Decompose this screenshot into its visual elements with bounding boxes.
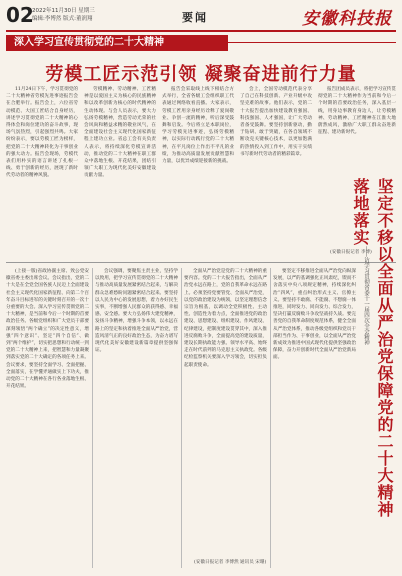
top-article-column-1: 11月24日下午，学习贯彻党的二十大精神省劳模先进事迹报告会在合肥举行。报告会上，六位省劳动模范、大国工匠结合自身经历，讲述学习贯彻党的二十大精神的心得体会和岗位建功的奋斗故事，现场气氛热烈，引起强烈共鸣。大家纷纷表示，要以劳模工匠为榜样，把党的二十大精神转化为干事创业的强大动力。报告会现场，劳模代表们用朴实的语言讲述了扎根一线、勇于创新的经历，展现了新时代劳动者的精神风貌。: [6, 87, 78, 179]
column-rule: [92, 268, 93, 568]
masthead-logo: 安徽科技报: [302, 9, 392, 29]
bottom-article-column-2: 会议强调，要聚焦主责主业，坚持学以致用，把学习宣传贯彻党的二十大精神与推动高质量发展紧密结合起来，与解决群众急难愁盼问题紧密结合起来。要坚持以人民为中心的发展思想，着力办好民生实事，不断增强人民群众的获得感、幸福感、安全感。要大力弘扬伟大建党精神，发扬斗争精神，增强斗争本领，以永远在路上的坚定和执着推进全面从严治党，营造风清气正的良好政治生态，为奋力谱写现代化美好安徽建设新篇章提供坚强保证。: [95, 269, 178, 354]
banner-rule: [228, 42, 396, 43]
bottom-article-column-3: 全面从严治党是党的二十大精神的重要内容。党的二十大报告指出，全面从严治党永远在路上，党的自我革命永远在路上。必须坚持党要管党、全面从严治党，以党的政治建设为统领，以坚定理想信念宗旨为根基，以调动全党积极性、主动性、创造性为着力点，全面推进党的政治建设、思想建设、组织建设、作风建设、纪律建设，把制度建设贯穿其中，深入推进反腐败斗争，全面提高党的建设质量，建设长期执政能力强、领导水平高、始终走在时代前列的马克思主义执政党。各级纪检监察机关要深入学习领会，切实担负起职责使命。: [184, 269, 267, 368]
top-article-column-2: 劳模精神、劳动精神、工匠精神是以爱国主义为核心的民族精神和以改革创新为核心的时代精神的生动体现。与会人员表示，要大力弘扬劳模精神，营造劳动光荣的社会风尚和精益求精的敬业风气，在全面建设社会主义现代化国家新征程上建功立业。省总工会有关负责人表示，将持续深化劳模宣讲活动，推动党的二十大精神在职工群众中落地生根、开花结果，团结引领广大职工为现代化美好安徽建设贡献力量。: [84, 87, 156, 179]
editor-line: 编辑:李博然 版式:董润翔: [32, 16, 93, 22]
top-article-byline: (安徽日报记者 李博): [330, 250, 372, 255]
side-headline: 坚定不移以全面从严治党保障党的二十大精神落地落实: [351, 178, 394, 518]
column-rule: [181, 268, 182, 568]
top-article-column-3: 报告会采取线上线下相结合方式举行，全省各级工会组织职工代表通过网络收看直播。大家表示，劳模工匠用亲身经历诠释了爱岗敬业、争创一流的精神，听后深受鼓舞和启发。今后将立足本职岗位，学习劳模先进事迹，弘扬劳模精神，以实际行动践行党的二十大精神，在平凡岗位上作出不平凡的业绩，为推动高质量发展贡献智慧和力量，以优异成绩迎接新的挑战。: [162, 87, 234, 165]
column-rule: [270, 268, 271, 568]
top-article-column-5: 报告团成员表示，将把学习宣传贯彻党的二十大精神作为当前和今后一个时期的首要政治任务，深入基层一线，用身边事教育身边人，让劳模精神、劳动精神、工匠精神在江淮大地蔚然成风，激励广大职工群众奋进新征程、建功新时代。: [318, 87, 396, 136]
bottom-article-column-4: 要坚定不移推进全面从严治党向纵深发展，以严的基调强化正风肃纪，锲而不舍落实中央八项规定精神，持续深化纠治“四风”，重点纠治形式主义、官僚主义。要坚持不敢腐、不能腐、不想腐一体推进，同时发力、同向发力、综合发力，坚决打赢反腐败斗争攻坚战持久战。要完善党的自我革命制度规范体系，健全全面从严治党体系，推动各级党组织和党员干部担当作为、干事创业，以全面从严治党新成效为推进中国式现代化提供坚强政治保障，奋力开创新时代全面从严治党新局面。: [273, 269, 356, 361]
top-article-column-4: 会上，全国劳动模范代表分享了自己在科技创新、产业升级中攻坚克难的故事。他们表示，党的二十大报告提出加快建设教育强国、科技强国、人才强国，让广大劳动者备受鼓舞。要坚持创新驱动，勤于钻研、敢于突破，在各自领域不断攻克关键核心技术，以更加饱满的热情投入到工作中，用实干实绩书写新时代劳动者的精彩篇章。: [240, 87, 312, 157]
article-headline: 劳模工匠示范引领 凝聚奋进前行力量: [45, 64, 357, 85]
side-subheadline: ——访学习贯彻省委十一届四次全会精神: [363, 246, 369, 345]
header-rule: [6, 30, 396, 32]
page-info: [32, 7, 95, 23]
bottom-article-column-1: (上接一版)省政协副主席、致公党安徽省委主委出席会议。会议指出，党的二十大是在全党全国各族人民迈上全面建设社会主义现代化国家新征程、向第二个百年奋斗目标进军的关键时刻召开的一次十分重要的大会。深入学习宣传贯彻党的二十大精神，是当前和今后一个时期的首要政治任务。各级党组织和广大党员干部要深刻领悟“两个确立”的决定性意义，增强“四个意识”、坚定“四个自信”、做到“两个维护”，切实把思想和行动统一到党的二十大精神上来，把智慧和力量凝聚到落实党的二十大确定的各项任务上来。会议要求，要坚持全面学习、全面把握、全面落实，在学懂弄通做实上下功夫，推动党的二十大精神在各行各业落地生根、开花结果。: [6, 269, 89, 390]
date-line: 2022年11月30日 星期三: [32, 8, 95, 14]
bottom-article-byline: (安徽日报记者 李博然 通讯员 宋珊): [194, 560, 267, 565]
topic-banner: 深入学习宣传贯彻党的二十大精神: [6, 35, 228, 51]
section-divider: [6, 262, 396, 263]
page-number: 02: [6, 3, 34, 27]
section-title: 要闻: [182, 11, 208, 24]
